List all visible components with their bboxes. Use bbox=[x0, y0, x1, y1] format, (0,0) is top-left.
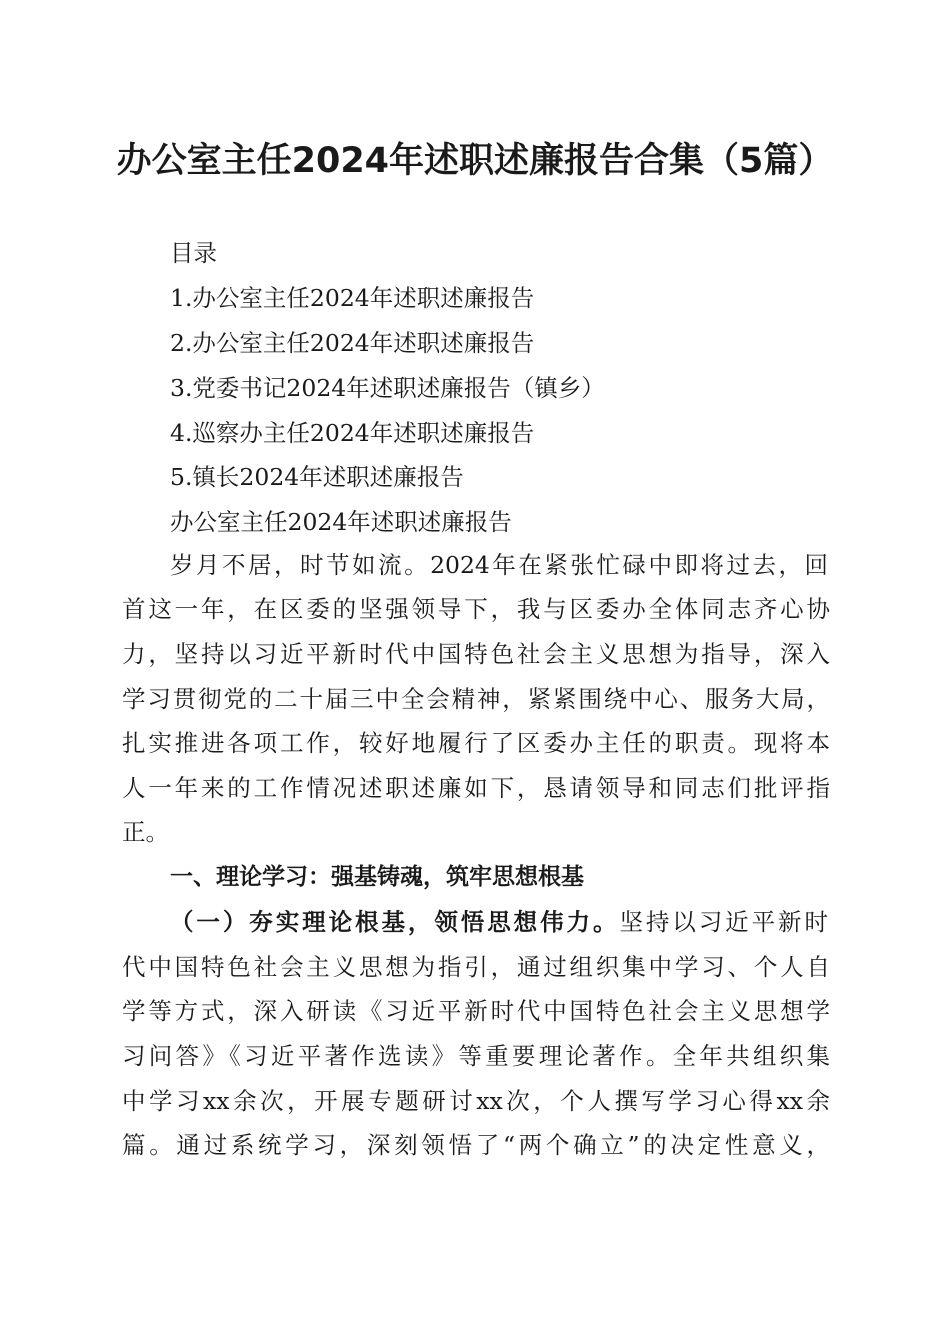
paragraph-line: 篇。通过系统学习，深刻领悟了“两个确立”的决定性意义， bbox=[122, 1131, 830, 1159]
article-title: 办公室主任2024年述职述廉报告 bbox=[170, 508, 512, 536]
paragraph-line: 力，坚持以习近平新时代中国特色社会主义思想为指导，深入 bbox=[122, 640, 830, 668]
toc-item: 5.镇长2024年述职述廉报告 bbox=[170, 463, 464, 491]
paragraph-line: 代中国特色社会主义思想为指引，通过组织集中学习、个人自 bbox=[122, 953, 830, 981]
paragraph-line: 中学习xx余次，开展专题研讨xx次，个人撰写学习心得xx余 bbox=[122, 1087, 830, 1115]
toc-item: 2.办公室主任2024年述职述廉报告 bbox=[170, 329, 535, 357]
paragraph-line: 人一年来的工作情况述职述廉如下，恳请领导和同志们批评指 bbox=[122, 774, 830, 802]
section-heading: 一、理论学习：强基铸魂，筑牢思想根基 bbox=[170, 864, 584, 890]
paragraph-line: 岁月不居，时节如流。2024年在紧张忙碌中即将过去，回 bbox=[170, 551, 828, 579]
toc-heading: 目录 bbox=[170, 239, 217, 267]
subsection-lead: （一）夯实理论根基，领悟思想伟力。 bbox=[170, 908, 620, 936]
document-title: 办公室主任2024年述职述廉报告合集（5篇） bbox=[116, 141, 834, 181]
subsection-lead-rest: 坚持以习近平新时 bbox=[619, 908, 828, 936]
subsection-first-line bbox=[170, 907, 828, 937]
toc-item: 3.党委书记2024年述职述廉报告（镇乡） bbox=[170, 374, 605, 402]
paragraph-line: 学等方式，深入研读《习近平新时代中国特色社会主义思想学 bbox=[122, 997, 830, 1025]
toc-item: 4.巡察办主任2024年述职述廉报告 bbox=[170, 419, 535, 447]
toc-item: 1.办公室主任2024年述职述廉报告 bbox=[170, 284, 535, 312]
paragraph-line: 习问答》《习近平著作选读》等重要理论著作。全年共组织集 bbox=[122, 1042, 830, 1070]
paragraph-line: 正。 bbox=[122, 818, 169, 846]
paragraph-line: 扎实推进各项工作，较好地履行了区委办主任的职责。现将本 bbox=[122, 729, 830, 757]
paragraph-line: 首这一年，在区委的坚强领导下，我与区委办全体同志齐心协 bbox=[122, 595, 830, 623]
paragraph-line: 学习贯彻党的二十届三中全会精神，紧紧围绕中心、服务大局， bbox=[122, 685, 830, 713]
